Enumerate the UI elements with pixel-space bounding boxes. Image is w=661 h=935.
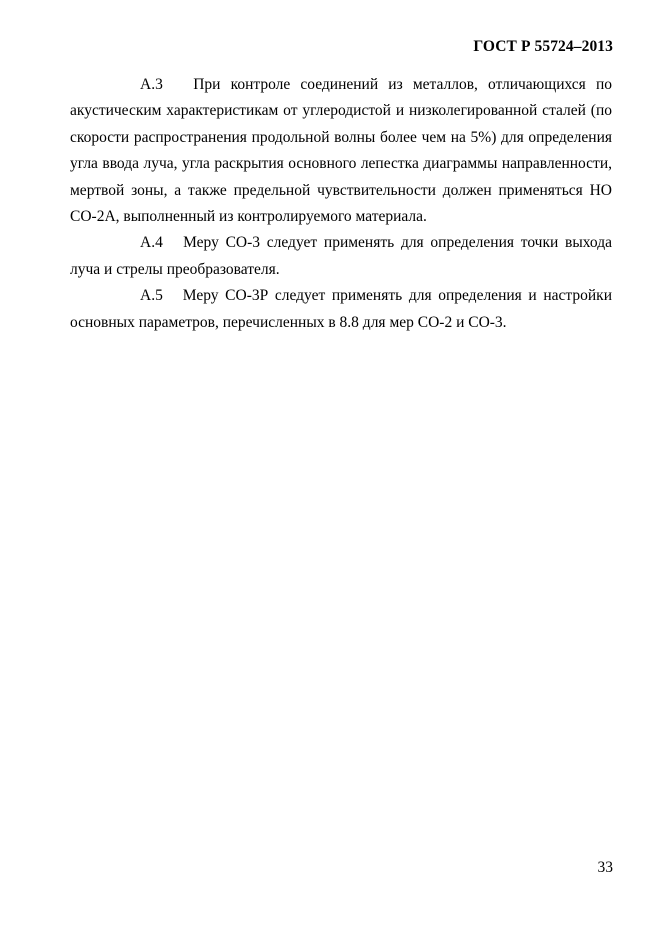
paragraph-a4 [70, 230, 612, 283]
paragraph-a5 [70, 283, 612, 336]
document-header [473, 38, 613, 56]
document-body [70, 72, 612, 336]
standard-code: ГОСТ Р 55724–2013 [473, 38, 613, 55]
paragraph-number: А.4 [140, 234, 163, 252]
paragraph-text: Меру СО-3Р следует применять для определения и настройки основных параметров, перечисленных в 8.8 для мер СО-2 и СО-3. [70, 287, 613, 331]
paragraph-text: При контроле соединений из металлов, отличающихся по акустическим характеристикам от углеродистой и низколегированной сталей (по скорости распространения продольной волны более чем на 5%) для определения угла ввода луча, угла раскрытия основного лепестка диаграммы направленности, мертвой зоны, а также предельной чувствительности должен применяться НО СО-2А, выполненный из контролируемого материала. [70, 76, 612, 226]
paragraph-number: А.3 [140, 76, 163, 93]
paragraph-a3 [70, 72, 612, 230]
paragraph-number: А.5 [140, 287, 163, 305]
page-number: 33 [597, 859, 613, 876]
paragraph-text: Меру СО-3 следует применять для определения точки выхода луча и стрелы преобразователя. [70, 234, 613, 278]
